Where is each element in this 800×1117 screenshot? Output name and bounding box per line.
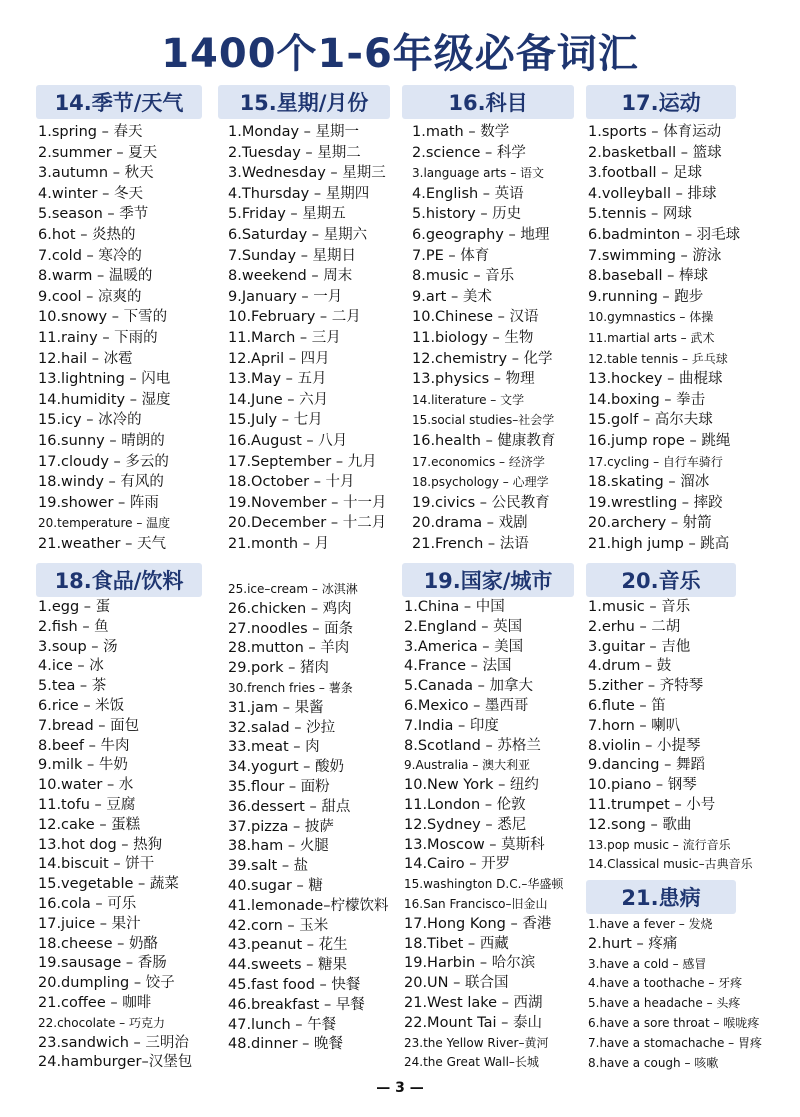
vocab-item: 4.drum – 鼓	[588, 658, 672, 675]
vocab-item: 4.France – 法国	[404, 658, 512, 675]
countries-cities-list	[404, 598, 563, 1073]
vocab-item: 10.piano – 钢琴	[588, 777, 697, 794]
food-drinks-list-a	[38, 598, 192, 1073]
vocab-item: 2.erhu – 二胡	[588, 618, 681, 635]
vocab-item: 17.Hong Kong – 香港	[404, 915, 552, 932]
vocab-item: 7.horn – 喇叭	[588, 717, 681, 734]
vocab-item: 26.chicken – 鸡肉	[228, 600, 352, 617]
vocab-item: 16.San Francisco–旧金山	[404, 896, 548, 911]
vocab-item: 21.West lake – 西湖	[404, 994, 543, 1011]
vocab-item: 30.french fries – 薯条	[228, 680, 353, 695]
vocab-item: 1.China – 中国	[404, 599, 505, 615]
vocab-item: 20.archery – 射箭	[588, 515, 712, 532]
vocab-item: 12.Sydney – 悉尼	[404, 816, 527, 833]
vocab-item: 16.August – 八月	[228, 432, 348, 449]
vocab-item: 43.peanut – 花生	[228, 937, 348, 954]
vocab-item: 23.sandwich – 三明治	[38, 1034, 189, 1051]
vocab-item: 16.sunny – 晴朗的	[38, 432, 165, 449]
vocab-item: 14.boxing – 拳击	[588, 391, 706, 408]
vocab-item: 13.physics – 物理	[412, 371, 535, 388]
vocab-item: 19.wrestling – 摔跤	[588, 494, 723, 511]
vocab-item: 3.America – 美国	[404, 638, 524, 655]
vocab-item: 9.milk – 牛奶	[38, 757, 128, 774]
vocab-item: 14.humidity – 湿度	[38, 391, 171, 408]
vocab-item: 11.martial arts – 武术	[588, 330, 715, 345]
vocab-item: 47.lunch – 午餐	[228, 1016, 337, 1033]
music-list	[588, 598, 753, 875]
vocab-item: 19.shower – 阵雨	[38, 494, 159, 511]
vocab-item: 4.winter – 冬天	[38, 185, 143, 202]
vocab-item: 7.bread – 面包	[38, 717, 140, 734]
vocab-item: 14.Cairo – 开罗	[404, 856, 511, 873]
section-header-subjects: 16.科目	[402, 85, 574, 119]
vocab-item: 15.icy – 冰冷的	[38, 412, 142, 429]
vocab-item: 6.flute – 笛	[588, 697, 666, 714]
vocab-item: 14.biscuit – 饼干	[38, 856, 155, 873]
vocab-item: 13.Moscow – 莫斯科	[404, 836, 545, 853]
vocab-item: 40.sugar – 糖	[228, 877, 323, 894]
vocab-item: 20.drama – 戏剧	[412, 515, 528, 532]
section-header-countries-cities: 19.国家/城市	[402, 563, 574, 597]
vocab-item: 20.UN – 联合国	[404, 975, 509, 992]
vocab-item: 9.January – 一月	[228, 288, 343, 305]
section-header-food-drinks: 18.食品/饮料	[36, 563, 202, 597]
vocab-item: 6.have a sore throat – 喉咙疼	[588, 1015, 760, 1030]
vocab-item: 17.cloudy – 多云的	[38, 453, 169, 470]
vocab-item: 10.February – 二月	[228, 309, 361, 326]
vocab-item: 2.hurt – 疼痛	[588, 935, 678, 952]
vocab-item: 7.swimming – 游泳	[588, 247, 722, 264]
vocab-item: 17.economics – 经济学	[412, 454, 545, 469]
vocab-item: 3.have a cold – 感冒	[588, 956, 707, 971]
vocab-item: 8.warm – 温暖的	[38, 268, 153, 285]
food-drinks-list-b	[228, 580, 388, 1055]
vocab-item: 20.temperature – 温度	[38, 516, 171, 531]
section-header-seasons-weather: 14.季节/天气	[36, 85, 202, 119]
vocab-item: 21.weather – 天气	[38, 535, 166, 552]
vocab-item: 42.corn – 玉米	[228, 917, 329, 934]
vocab-item: 24.hamburger–汉堡包	[38, 1054, 193, 1071]
vocab-item: 7.PE – 体育	[412, 247, 490, 264]
vocab-item: 36.dessert – 甜点	[228, 798, 351, 815]
vocab-item: 2.Tuesday – 星期二	[228, 144, 361, 161]
vocab-item: 1.music – 音乐	[588, 599, 691, 615]
vocab-item: 45.fast food – 快餐	[228, 976, 361, 993]
vocab-item: 44.sweets – 糖果	[228, 957, 348, 974]
vocab-item: 4.Thursday – 星期四	[228, 185, 370, 202]
vocab-item: 32.salad – 沙拉	[228, 719, 336, 736]
vocab-item: 18.Tibet – 西藏	[404, 935, 509, 952]
vocab-item: 2.England – 英国	[404, 618, 523, 635]
vocab-item: 11.tofu – 豆腐	[38, 796, 136, 813]
vocab-item: 1.spring – 春天	[38, 124, 143, 140]
vocab-item: 17.juice – 果汁	[38, 915, 141, 932]
vocab-item: 18.October – 十月	[228, 474, 355, 491]
vocab-item: 15.July – 七月	[228, 412, 323, 429]
subjects-list	[412, 122, 555, 554]
section-header-music: 20.音乐	[586, 563, 736, 597]
vocab-item: 14.literature – 文学	[412, 392, 525, 407]
vocab-item: 12.chemistry – 化学	[412, 350, 553, 367]
vocab-item: 48.dinner – 晚餐	[228, 1036, 344, 1053]
vocab-item: 15.vegetable – 蔬菜	[38, 876, 179, 893]
vocab-item: 6.geography – 地理	[412, 226, 550, 243]
vocab-item: 3.guitar – 吉他	[588, 638, 691, 655]
section-header-sports: 17.运动	[586, 85, 736, 119]
vocab-item: 20.dumpling – 饺子	[38, 975, 175, 992]
vocab-item: 23.the Yellow River–黄河	[404, 1035, 549, 1050]
vocab-item: 1.math – 数学	[412, 124, 510, 140]
vocab-item: 8.violin – 小提琴	[588, 737, 701, 754]
vocab-item: 8.baseball – 棒球	[588, 268, 709, 285]
vocab-item: 46.breakfast – 早餐	[228, 996, 365, 1013]
vocab-item: 18.skating – 溜冰	[588, 474, 710, 491]
vocab-item: 8.weekend – 周末	[228, 268, 353, 285]
vocab-item: 16.health – 健康教育	[412, 432, 556, 449]
vocab-item: 10.Chinese – 汉语	[412, 309, 539, 326]
vocab-item: 10.New York – 纽约	[404, 777, 539, 794]
vocab-item: 8.beef – 牛肉	[38, 737, 130, 754]
vocab-item: 14.June – 六月	[228, 391, 329, 408]
vocab-item: 6.Saturday – 星期六	[228, 226, 368, 243]
vocab-item: 1.Monday – 星期一	[228, 124, 360, 140]
vocab-item: 25.ice–cream – 冰淇淋	[228, 582, 358, 596]
vocab-item: 7.cold – 寒冷的	[38, 247, 142, 264]
vocab-item: 21.coffee – 咖啡	[38, 994, 152, 1011]
vocab-item: 2.science – 科学	[412, 144, 526, 161]
vocab-item: 10.gymnastics – 体操	[588, 310, 714, 325]
vocab-item: 19.Harbin – 哈尔滨	[404, 955, 536, 972]
vocab-item: 12.table tennis – 乒乓球	[588, 351, 728, 366]
vocab-item: 12.April – 四月	[228, 350, 330, 367]
section-header-illness: 21.患病	[586, 880, 736, 914]
vocab-item: 13.lightning – 闪电	[38, 371, 171, 388]
vocab-item: 5.zither – 齐特琴	[588, 678, 704, 695]
vocab-item: 8.music – 音乐	[412, 268, 515, 285]
vocab-item: 11.rainy – 下雨的	[38, 329, 158, 346]
vocab-item: 5.tea – 茶	[38, 678, 107, 695]
vocab-item: 27.noodles – 面条	[228, 620, 354, 637]
vocab-item: 22.Mount Tai – 泰山	[404, 1014, 542, 1031]
vocab-item: 12.song – 歌曲	[588, 816, 692, 833]
vocab-item: 8.have a cough – 咳嗽	[588, 1055, 719, 1070]
vocab-item: 9.Australia – 澳大利亚	[404, 758, 531, 773]
vocab-item: 7.have a stomachache – 胃疼	[588, 1035, 762, 1050]
vocab-item: 29.pork – 猪肉	[228, 660, 329, 677]
vocab-item: 21.month – 月	[228, 535, 330, 552]
vocab-item: 1.egg – 蛋	[38, 599, 111, 615]
vocab-item: 12.hail – 冰雹	[38, 350, 133, 367]
vocab-item: 17.September – 九月	[228, 453, 377, 470]
vocab-item: 2.summer – 夏天	[38, 144, 158, 161]
vocab-item: 37.pizza – 披萨	[228, 818, 334, 835]
vocab-item: 19.sausage – 香肠	[38, 955, 167, 972]
vocab-item: 5.have a headache – 头疼	[588, 996, 741, 1011]
vocab-item: 1.sports – 体育运动	[588, 124, 722, 140]
vocab-item: 19.November – 十一月	[228, 494, 387, 511]
vocab-item: 17.cycling – 自行车骑行	[588, 454, 723, 469]
vocab-item: 21.French – 法语	[412, 535, 529, 552]
vocab-item: 5.Friday – 星期五	[228, 206, 346, 223]
vocab-item: 16.cola – 可乐	[38, 895, 137, 912]
vocab-item: 6.badminton – 羽毛球	[588, 226, 741, 243]
vocab-item: 7.Sunday – 星期日	[228, 247, 357, 264]
vocab-item: 15.social studies–社会学	[412, 413, 555, 428]
vocab-item: 33.meat – 肉	[228, 739, 320, 756]
vocab-item: 10.water – 水	[38, 777, 134, 794]
page-title: 1400个1-6年级必备词汇	[161, 31, 639, 77]
vocab-item: 24.the Great Wall–长城	[404, 1055, 539, 1070]
weekdays-months-list	[228, 122, 386, 554]
vocab-item: 5.season – 季节	[38, 206, 149, 223]
vocab-item: 13.pop music – 流行音乐	[588, 837, 731, 852]
vocab-item: 4.have a toothache – 牙疼	[588, 976, 743, 991]
vocab-item: 9.dancing – 舞蹈	[588, 757, 705, 774]
vocab-item: 13.hot dog – 热狗	[38, 836, 163, 853]
vocab-item: 19.civics – 公民教育	[412, 494, 550, 511]
vocab-item: 4.ice – 冰	[38, 658, 104, 675]
vocab-item: 3.autumn – 秋天	[38, 165, 154, 182]
vocab-item: 34.yogurt – 酸奶	[228, 759, 345, 776]
vocab-item: 21.high jump – 跳高	[588, 535, 730, 552]
vocab-item: 31.jam – 果酱	[228, 699, 324, 716]
vocab-item: 5.Canada – 加拿大	[404, 678, 533, 695]
vocab-item: 10.snowy – 下雪的	[38, 309, 168, 326]
vocab-item: 1.have a fever – 发烧	[588, 917, 713, 931]
vocab-item: 2.basketball – 篮球	[588, 144, 722, 161]
vocab-item: 11.London – 伦敦	[404, 796, 526, 813]
seasons-weather-list	[38, 122, 171, 554]
vocab-item: 4.volleyball – 排球	[588, 185, 717, 202]
vocab-item: 18.cheese – 奶酪	[38, 935, 159, 952]
vocab-item: 11.trumpet – 小号	[588, 796, 716, 813]
illness-list	[588, 915, 762, 1073]
vocab-item: 15.golf – 高尔夫球	[588, 412, 713, 429]
vocab-item: 7.India – 印度	[404, 717, 499, 734]
vocab-item: 3.soup – 汤	[38, 638, 118, 655]
vocab-item: 38.ham – 火腿	[228, 838, 329, 855]
vocab-item: 3.language arts – 语文	[412, 166, 545, 181]
vocab-item: 5.history – 历史	[412, 206, 522, 223]
vocab-item: 13.May – 五月	[228, 371, 327, 388]
vocab-item: 39.salt – 盐	[228, 858, 309, 875]
vocab-item: 6.rice – 米饭	[38, 697, 125, 714]
vocab-item: 22.chocolate – 巧克力	[38, 1015, 165, 1030]
vocab-item: 18.psychology – 心理学	[412, 475, 549, 490]
vocab-item: 3.Wednesday – 星期三	[228, 165, 386, 182]
sports-list	[588, 122, 740, 554]
vocab-item: 12.cake – 蛋糕	[38, 816, 141, 833]
vocab-item: 11.biology – 生物	[412, 329, 534, 346]
vocab-item: 11.March – 三月	[228, 329, 341, 346]
vocab-item: 16.jump rope – 跳绳	[588, 432, 731, 449]
vocab-item: 5.tennis – 网球	[588, 206, 692, 223]
vocab-item: 35.flour – 面粉	[228, 778, 330, 795]
vocab-item: 13.hockey – 曲棍球	[588, 371, 723, 388]
vocab-item: 6.Mexico – 墨西哥	[404, 697, 529, 714]
vocab-item: 20.December – 十二月	[228, 515, 387, 532]
vocab-item: 3.football – 足球	[588, 165, 702, 182]
vocab-item: 4.English – 英语	[412, 185, 524, 202]
vocab-item: 2.fish – 鱼	[38, 618, 109, 635]
vocab-item: 9.art – 美术	[412, 288, 492, 305]
vocab-item: 15.washington D.C.–华盛顿	[404, 877, 564, 892]
vocab-item: 28.mutton – 羊肉	[228, 640, 350, 657]
vocab-item: 18.windy – 有风的	[38, 474, 164, 491]
page-number: — 3 —	[376, 1080, 424, 1096]
vocab-item: 9.cool – 凉爽的	[38, 288, 142, 305]
vocab-item: 9.running – 跑步	[588, 288, 704, 305]
vocab-item: 6.hot – 炎热的	[38, 226, 136, 243]
vocab-item: 8.Scotland – 苏格兰	[404, 737, 541, 754]
section-header-weekdays-months: 15.星期/月份	[218, 85, 390, 119]
vocab-item: 41.lemonade–柠檬饮料	[228, 897, 389, 914]
vocab-item: 14.Classical music–古典音乐	[588, 857, 753, 872]
